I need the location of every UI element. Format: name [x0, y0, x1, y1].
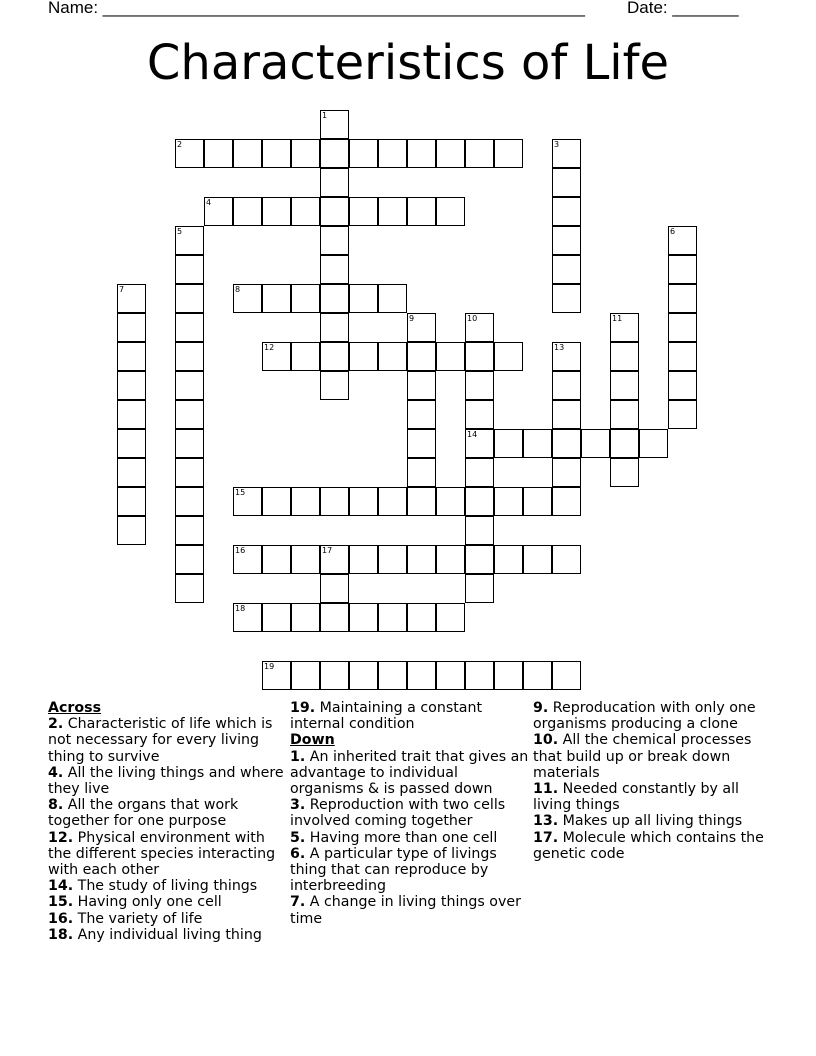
crossword-cell[interactable] [320, 284, 349, 313]
crossword-cell[interactable] [117, 400, 146, 429]
clue-number: 2. [48, 716, 64, 733]
crossword-cell[interactable] [320, 255, 349, 284]
crossword-cell[interactable] [407, 458, 436, 487]
crossword-cell[interactable] [175, 255, 204, 284]
clue-number: 10. [533, 732, 559, 749]
clue-number: 4. [48, 764, 64, 781]
clue-text: Any individual living thing [73, 926, 262, 943]
crossword-cell[interactable] [436, 139, 465, 168]
crossword-cell[interactable] [233, 487, 262, 516]
crossword-cell[interactable] [291, 487, 320, 516]
clue-number-6: 6 [670, 227, 676, 236]
clue-number: 16. [48, 910, 74, 927]
crossword-cell[interactable] [465, 545, 494, 574]
crossword-cell[interactable] [378, 603, 407, 632]
across-clue [48, 765, 288, 797]
clue-number-19: 19 [264, 662, 275, 671]
clue-text: All the chemical processes that build up or break down materials [533, 732, 752, 781]
clue-number-13: 13 [554, 343, 565, 352]
clue-text: A particular type of livings thing that can reproduce by interbreeding [290, 845, 497, 895]
crossword-cell[interactable] [436, 197, 465, 226]
clue-text: All the living things and where they live [48, 764, 284, 798]
crossword-cell[interactable] [378, 139, 407, 168]
across-clue-list-continued [290, 700, 530, 732]
down-heading: Down [290, 732, 335, 749]
crossword-cell[interactable] [610, 313, 639, 342]
crossword-cell[interactable] [407, 661, 436, 690]
name-field-label[interactable]: Name: ___________________________________________________ [48, 0, 585, 17]
crossword-cell[interactable] [262, 284, 291, 313]
crossword-cell[interactable] [494, 342, 523, 371]
crossword-cell[interactable] [552, 429, 581, 458]
clue-text: The study of living things [73, 878, 258, 895]
crossword-cell[interactable] [262, 139, 291, 168]
clues-column-1 [48, 700, 288, 943]
crossword-cell[interactable] [465, 371, 494, 400]
crossword-cell[interactable] [610, 429, 639, 458]
clues-column-3 [533, 700, 773, 862]
clue-number-7: 7 [119, 285, 125, 294]
crossword-cell[interactable] [465, 661, 494, 690]
crossword-cell[interactable] [175, 516, 204, 545]
crossword-cell[interactable] [465, 400, 494, 429]
crossword-cell[interactable] [175, 400, 204, 429]
clue-text: Molecule which contains the genetic code [533, 829, 764, 862]
clue-number: 1. [290, 748, 306, 765]
crossword-cell[interactable] [117, 516, 146, 545]
clue-text: Having more than one cell [305, 829, 498, 846]
crossword-cell[interactable] [436, 487, 465, 516]
clue-text: All the organs that work together for one purpose [48, 797, 239, 830]
crossword-cell[interactable] [610, 371, 639, 400]
crossword-cell[interactable] [494, 139, 523, 168]
clue-number-18: 18 [235, 604, 246, 613]
crossword-cell[interactable] [349, 603, 378, 632]
crossword-cell[interactable] [378, 342, 407, 371]
crossword-cell[interactable] [523, 429, 552, 458]
crossword-cell[interactable] [436, 545, 465, 574]
crossword-cell[interactable] [407, 139, 436, 168]
crossword-cell[interactable] [175, 284, 204, 313]
crossword-cell[interactable] [117, 284, 146, 313]
down-clue [533, 813, 773, 829]
crossword-cell[interactable] [175, 429, 204, 458]
clue-number-17: 17 [322, 546, 333, 555]
crossword-cell[interactable] [668, 284, 697, 313]
crossword-cell[interactable] [494, 487, 523, 516]
across-heading: Across [48, 700, 102, 716]
clue-number: 12. [48, 829, 74, 846]
crossword-cell[interactable] [407, 342, 436, 371]
crossword-cell[interactable] [465, 458, 494, 487]
crossword-cell[interactable] [320, 574, 349, 603]
clue-text: Reproducation with only one organisms producing a clone [533, 700, 756, 733]
crossword-cell[interactable] [552, 487, 581, 516]
clue-number: 13. [533, 813, 559, 830]
crossword-cell[interactable] [349, 197, 378, 226]
crossword-cell[interactable] [407, 371, 436, 400]
crossword-cell[interactable] [320, 661, 349, 690]
down-clue [290, 830, 530, 846]
clue-number-16: 16 [235, 546, 246, 555]
crossword-cell[interactable] [378, 197, 407, 226]
crossword-cell[interactable] [436, 342, 465, 371]
crossword-cell[interactable] [175, 487, 204, 516]
crossword-cell[interactable] [117, 371, 146, 400]
crossword-cell[interactable] [465, 313, 494, 342]
clue-number: 6. [290, 845, 306, 862]
clue-number-3: 3 [554, 140, 560, 149]
across-clue-list [48, 716, 288, 943]
crossword-cell[interactable] [291, 545, 320, 574]
down-clue-list-continued [533, 700, 773, 862]
crossword-cell[interactable] [552, 139, 581, 168]
crossword-cell[interactable] [262, 342, 291, 371]
crossword-cell[interactable] [233, 139, 262, 168]
crossword-cell[interactable] [262, 487, 291, 516]
clue-number-12: 12 [264, 343, 275, 352]
crossword-cell[interactable] [552, 400, 581, 429]
clue-number-14: 14 [467, 430, 478, 439]
clue-number: 7. [290, 894, 306, 911]
crossword-cell[interactable] [175, 458, 204, 487]
crossword-cell[interactable] [175, 139, 204, 168]
crossword-cell[interactable] [320, 197, 349, 226]
crossword-cell[interactable] [668, 226, 697, 255]
clue-number-15: 15 [235, 488, 246, 497]
clue-number: 3. [290, 797, 306, 814]
crossword-cell[interactable] [465, 139, 494, 168]
crossword-cell[interactable] [320, 226, 349, 255]
crossword-cell[interactable] [233, 197, 262, 226]
across-clue [48, 878, 288, 894]
crossword-cell[interactable] [610, 400, 639, 429]
crossword-cell[interactable] [552, 545, 581, 574]
crossword-cell[interactable] [175, 342, 204, 371]
crossword-cell[interactable] [320, 371, 349, 400]
crossword-cell[interactable] [436, 603, 465, 632]
crossword-cell[interactable] [378, 284, 407, 313]
crossword-cell[interactable] [552, 168, 581, 197]
down-clue [533, 781, 773, 813]
crossword-cell[interactable] [291, 139, 320, 168]
clue-text: Needed constantly by all living things [533, 781, 739, 814]
crossword-cell[interactable] [291, 603, 320, 632]
clue-text: Having only one cell [73, 894, 222, 911]
crossword-cell[interactable] [320, 603, 349, 632]
date-field-label[interactable]: Date: _______ [627, 0, 739, 17]
crossword-cell[interactable] [320, 168, 349, 197]
crossword-cell[interactable] [494, 661, 523, 690]
page-title: Characteristics of Life [146, 35, 670, 91]
clue-number: 11. [533, 781, 559, 798]
clue-number-11: 11 [612, 314, 623, 323]
crossword-cell[interactable] [494, 545, 523, 574]
clue-number-4: 4 [206, 198, 212, 207]
crossword-cell[interactable] [262, 545, 291, 574]
crossword-cell[interactable] [233, 545, 262, 574]
crossword-cell[interactable] [436, 661, 465, 690]
across-clue [48, 927, 288, 943]
down-clue [533, 732, 773, 781]
crossword-cell[interactable] [349, 342, 378, 371]
down-clue [533, 700, 773, 732]
crossword-cell[interactable] [465, 574, 494, 603]
crossword-cell[interactable] [291, 661, 320, 690]
down-clue [290, 749, 530, 798]
crossword-cell[interactable] [581, 429, 610, 458]
clue-number-10: 10 [467, 314, 478, 323]
clue-text: Reproduction with two cells involved coming together [290, 797, 506, 830]
clue-number-8: 8 [235, 285, 241, 294]
crossword-cell[interactable] [233, 284, 262, 313]
crossword-cell[interactable] [233, 603, 262, 632]
clue-text: Maintaining a constant internal condition [290, 700, 483, 733]
crossword-cell[interactable] [320, 545, 349, 574]
crossword-cell[interactable] [378, 545, 407, 574]
crossword-cell[interactable] [407, 313, 436, 342]
crossword-cell[interactable] [204, 197, 233, 226]
crossword-cell[interactable] [117, 429, 146, 458]
clue-number-2: 2 [177, 140, 183, 149]
crossword-cell[interactable] [117, 342, 146, 371]
crossword-cell[interactable] [523, 545, 552, 574]
clue-number: 18. [48, 926, 74, 943]
crossword-cell[interactable] [465, 429, 494, 458]
crossword-cell[interactable] [610, 342, 639, 371]
clue-text: Characteristic of life which is not necessary for every living thing to survive [48, 716, 273, 765]
clue-number: 9. [533, 700, 549, 716]
crossword-cell[interactable] [552, 458, 581, 487]
crossword-cell[interactable] [465, 342, 494, 371]
clue-text: A change in living things over time [290, 894, 521, 927]
crossword-cell[interactable] [552, 661, 581, 690]
crossword-cell[interactable] [465, 487, 494, 516]
clues-column-2 [290, 700, 530, 927]
crossword-cell[interactable] [407, 487, 436, 516]
crossword-cell[interactable] [378, 661, 407, 690]
crossword-cell[interactable] [262, 661, 291, 690]
clue-number: 15. [48, 894, 74, 911]
crossword-cell[interactable] [320, 342, 349, 371]
clue-number: 8. [48, 797, 64, 814]
crossword-cell[interactable] [523, 487, 552, 516]
crossword-cell[interactable] [349, 139, 378, 168]
crossword-cell[interactable] [117, 487, 146, 516]
crossword-cell[interactable] [407, 400, 436, 429]
crossword-cell[interactable] [291, 197, 320, 226]
crossword-cell[interactable] [407, 197, 436, 226]
crossword-cell[interactable] [349, 487, 378, 516]
crossword-cell[interactable] [668, 342, 697, 371]
clue-number-9: 9 [409, 314, 415, 323]
clue-number: 5. [290, 829, 306, 846]
clue-number: 19. [290, 700, 316, 716]
crossword-cell[interactable] [407, 603, 436, 632]
crossword-cell[interactable] [494, 429, 523, 458]
clue-text: Makes up all living things [558, 813, 743, 830]
across-clue [290, 700, 530, 732]
crossword-cell[interactable] [639, 429, 668, 458]
crossword-cell[interactable] [610, 458, 639, 487]
across-clue [48, 716, 288, 765]
crossword-cell[interactable] [291, 342, 320, 371]
crossword-cell[interactable] [552, 255, 581, 284]
down-clue [290, 797, 530, 829]
crossword-cell[interactable] [668, 255, 697, 284]
crossword-cell[interactable] [523, 661, 552, 690]
clue-number: 17. [533, 829, 559, 846]
across-clue [48, 797, 288, 829]
across-clue [48, 911, 288, 927]
crossword-cell[interactable] [552, 197, 581, 226]
crossword-cell[interactable] [291, 284, 320, 313]
crossword-cell[interactable] [117, 313, 146, 342]
crossword-cell[interactable] [407, 429, 436, 458]
crossword-cell[interactable] [175, 313, 204, 342]
crossword-cell[interactable] [552, 371, 581, 400]
crossword-cell[interactable] [668, 371, 697, 400]
clue-text: The variety of life [73, 910, 203, 927]
crossword-cell[interactable] [407, 545, 436, 574]
across-clue [48, 894, 288, 910]
down-clue [290, 894, 530, 926]
clue-text: Physical environment with the different species interacting with each other [48, 829, 276, 879]
crossword-cell[interactable] [262, 197, 291, 226]
crossword-cell[interactable] [465, 516, 494, 545]
crossword-cell[interactable] [349, 661, 378, 690]
down-clue-list [290, 749, 530, 927]
clue-number-1: 1 [322, 111, 328, 120]
across-clue [48, 830, 288, 879]
crossword-cell[interactable] [262, 603, 291, 632]
crossword-cell[interactable] [320, 487, 349, 516]
crossword-cell[interactable] [552, 226, 581, 255]
crossword-cell[interactable] [552, 284, 581, 313]
crossword-cell[interactable] [175, 371, 204, 400]
crossword-cell[interactable] [320, 139, 349, 168]
down-clue [533, 830, 773, 862]
crossword-cell[interactable] [175, 226, 204, 255]
crossword-cell[interactable] [204, 139, 233, 168]
crossword-cell[interactable] [668, 313, 697, 342]
crossword-cell[interactable] [349, 545, 378, 574]
clue-number-5: 5 [177, 227, 183, 236]
clue-text: An inherited trait that gives an advantage to individual organisms & is passed down [290, 748, 529, 798]
crossword-cell[interactable] [378, 487, 407, 516]
crossword-cell[interactable] [320, 110, 349, 139]
crossword-cell[interactable] [175, 574, 204, 603]
crossword-cell[interactable] [552, 342, 581, 371]
crossword-cell[interactable] [117, 458, 146, 487]
crossword-cell[interactable] [668, 400, 697, 429]
crossword-cell[interactable] [175, 545, 204, 574]
crossword-cell[interactable] [349, 284, 378, 313]
clue-number: 14. [48, 878, 74, 895]
crossword-cell[interactable] [320, 313, 349, 342]
down-clue [290, 846, 530, 895]
